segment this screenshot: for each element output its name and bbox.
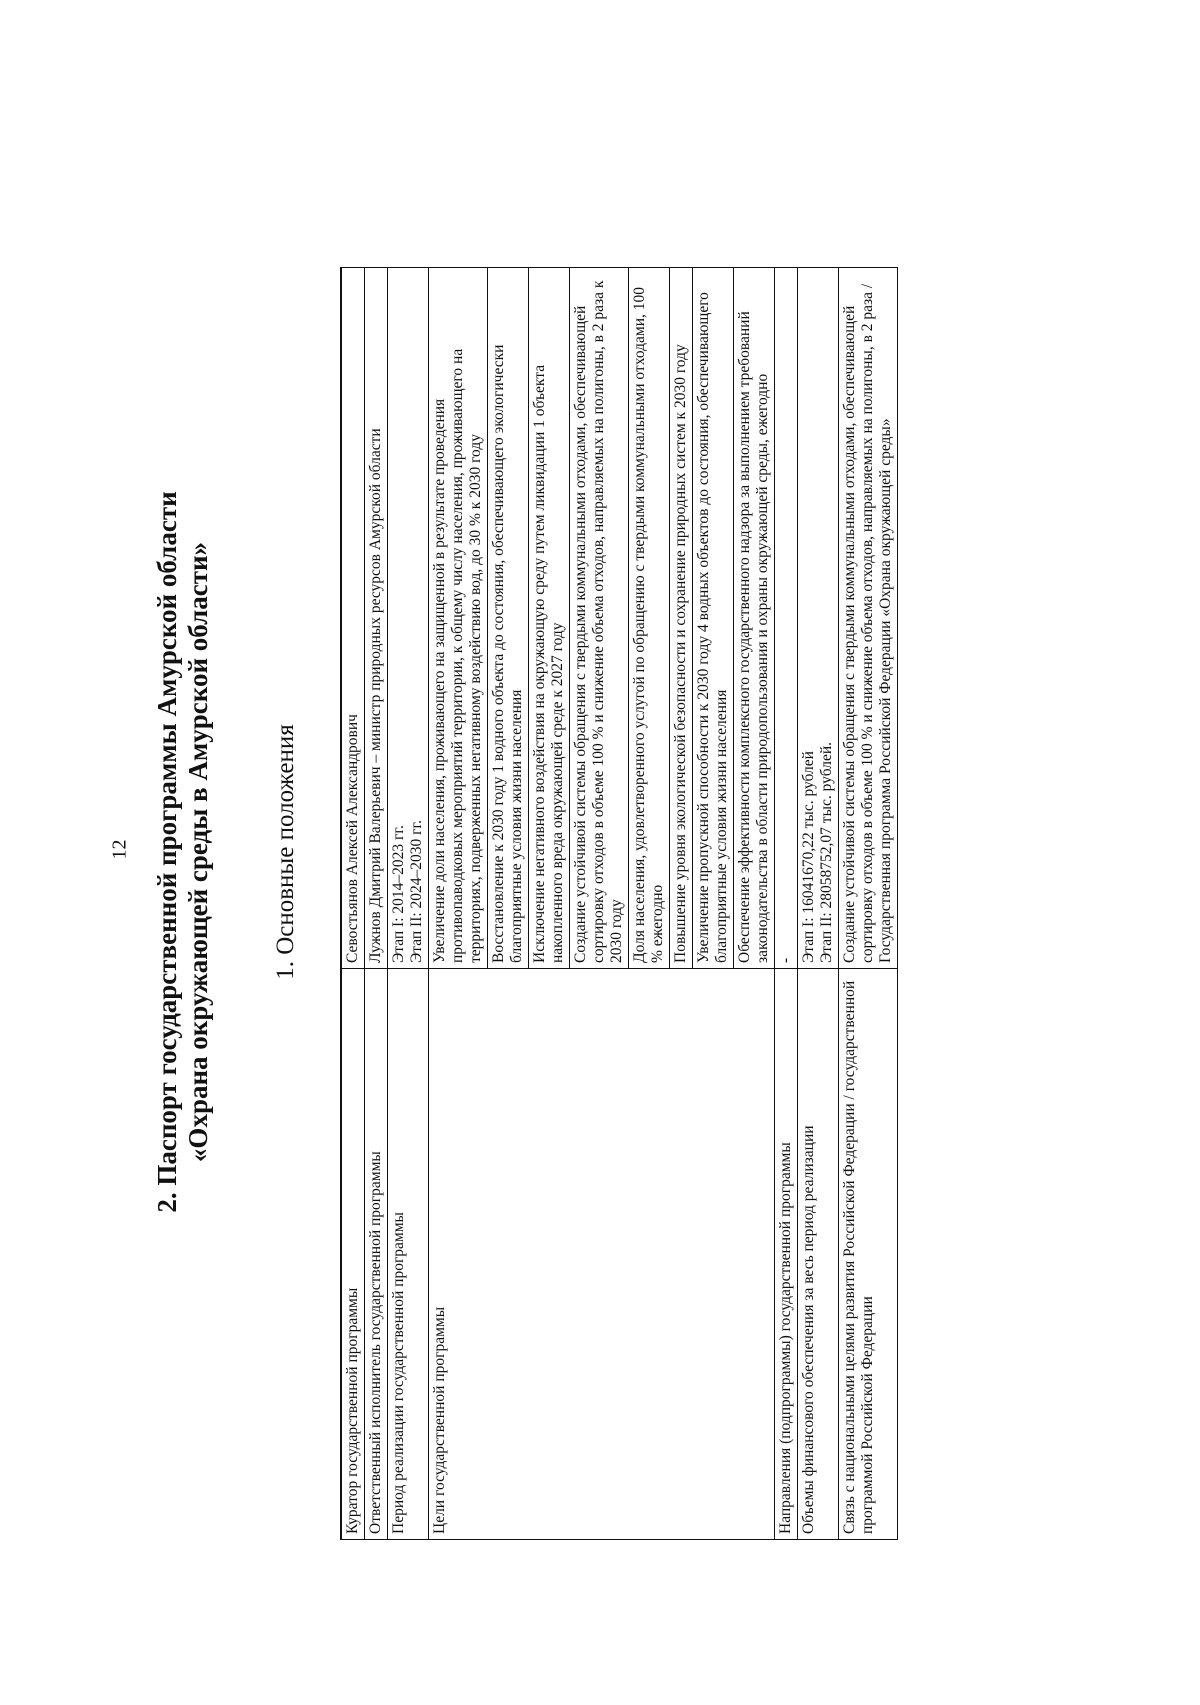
period-stage-2: Этап II: 2024–2030 гг. (408, 819, 425, 963)
goal-item: Увеличение пропускной способности к 2030 году 4 водных объектов до состояния, обеспечивающего благоприятные условия жизни населения (693, 268, 734, 969)
section-title: 1. Основные положения (272, 724, 299, 980)
goal-item: Исключение негативного воздействия на окружающую среду путем ликвидации 1 объекта накопленного вреда окружающей среде к 2027 году (529, 268, 570, 969)
table-row-executor (365, 268, 388, 1540)
table-row-curator (341, 268, 365, 1540)
table-row-period (388, 268, 429, 1540)
row-value: - (775, 268, 798, 969)
row-label: Цели государственной программы (429, 969, 775, 1540)
document-heading (152, 152, 214, 1552)
row-label: Период реализации государственной программы (388, 969, 429, 1540)
heading-line-1: 2. Паспорт государственной программы Амурской области (152, 491, 182, 1213)
funding-stage-2: Этап II: 28058752,07 тыс. рублей. (818, 742, 835, 963)
row-value: Севостьянов Алексей Александрович (341, 268, 365, 969)
row-label: Объемы финансового обеспечения за весь период реализации (798, 969, 839, 1540)
row-value (388, 268, 429, 969)
period-stage-1: Этап I: 2014–2023 гг. (390, 825, 407, 963)
table-row-goal (429, 268, 488, 1540)
table-row-subprograms (775, 268, 798, 1540)
table-row-national-goals (839, 268, 898, 1540)
row-label: Куратор государственной программы (341, 969, 365, 1540)
funding-stage-1: Этап I: 16041670,22 тыс. рублей (800, 751, 817, 963)
goal-item: Доля населения, удовлетворенного услугой по обращению с твердыми коммунальными отходами, 100 % ежегодно (629, 268, 670, 969)
goal-item: Создание устойчивой системы обращения с твердыми коммунальными отходами, обеспечивающей сортировку отходов в объеме 100 % и снижение объема отходов, направляемых на полигоны, в 2 раза к 2030 году (570, 268, 629, 969)
goal-item: Обеспечение эффективности комплексного государственного надзора за выполнением требований законодательства в области природопользования и охраны окружающей среды, ежегодно (734, 268, 775, 969)
passport-table (340, 267, 898, 1540)
page-number: 12 (108, 839, 131, 860)
row-value: Создание устойчивой системы обращения с твердыми коммунальными отходами, обеспечивающей сортировку отходов в объеме 100 % и снижение объема отходов, направляемых на полигоны, в 2 раза / Государственная программа Российской Федерации «Охрана окружающей среды» (839, 268, 898, 969)
goal-item: Повышение уровня экологической безопасности и сохранение природных систем к 2030 году (670, 268, 693, 969)
goal-item: Восстановление к 2030 году 1 водного объекта до состояния, обеспечивающего экологически благоприятные условия жизни населения (488, 268, 529, 969)
table-row-funding (798, 268, 839, 1540)
row-label: Связь с национальными целями развития Российской Федерации / государственной программой Российской Федерации (839, 969, 898, 1540)
rotated-content (152, 152, 1052, 1552)
goal-item: Увеличение доли населения, проживающего на защищенной в результате проведения противопаводковых мероприятий территории, к общему числу населения, проживающего на территориях, подверженных негативному воздействию вод, до 30 % к 2030 году (429, 268, 488, 969)
row-label: Ответственный исполнитель государственной программы (365, 969, 388, 1540)
row-value: Лужнов Дмитрий Валерьевич – министр природных ресурсов Амурской области (365, 268, 388, 969)
heading-line-2: «Охрана окружающей среды в Амурской области» (183, 541, 213, 1163)
row-value (798, 268, 839, 969)
row-label: Направления (подпрограммы) государственной программы (775, 969, 798, 1540)
